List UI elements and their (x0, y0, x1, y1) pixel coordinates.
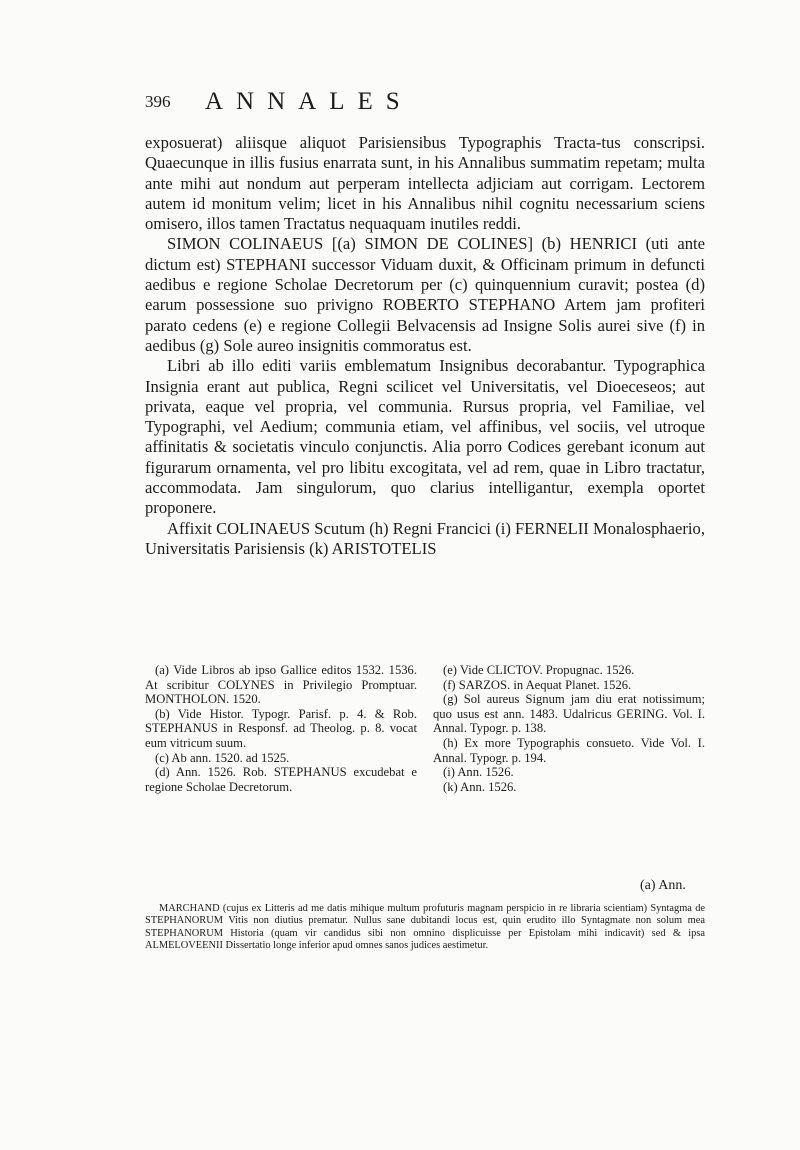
paragraph-colinaeus: SIMON COLINAEUS [(a) SIMON DE COLINES] (b) HENRICI (uti ante dictum est) STEPHANI successor Viduam duxit, & Officinam primum in defuncti aedibus e regione Scholae Decretorum per (c) quinquennium curavit; postea (d) earum possessione suo privigno ROBERTO STEPHANO Artem jam profiteri parato cedens (e) e regione Collegii Belvacensis ad Insigne Solis aurei sive (f) in aedibus (g) Sole aureo insignitis commoratus est. (145, 234, 705, 355)
footnote: (i) Ann. 1526. (443, 765, 514, 780)
continued-footnote (145, 903, 705, 953)
paragraph-insignia: Libri ab illo editi variis emblematum Insignibus decorabantur. Typographica Insignia erant aut publica, Regni scilicet vel Universitatis, vel Dioeceseos; aut privata, eaque vel propria, vel communia. Rursus propria, vel Familiae, vel Typographi, vel Aedium; communia etiam, vel affinibus, vel sociis, vel utroque affinitatis & societatis vinculo conjunctis. Alia porro Codices gerebant iconum aut figurarum ornamenta, vel pro libitu excogitata, vel ad rem, quae in Libro tractatur, accommodata. Jam singulorum, quo clarius intelligantur, exempla oportet proponere. (145, 356, 705, 518)
footnote: (e) Vide CLICTOV. Propugnac. 1526. (443, 663, 635, 677)
running-head: ANNALES (205, 88, 413, 115)
footnote: (h) Ex more Typographis consueto. Vide Vol. I. Annal. Typogr. p. 194. (433, 735, 705, 765)
footnote: (k) Ann. 1526. (443, 779, 517, 794)
page-header (145, 88, 705, 124)
footnote: (f) SARZOS. in Aequat Planet. 1526. (443, 677, 632, 692)
paragraph-scutum: Affixit COLINAEUS Scutum (h) Regni Francici (i) FERNELII Monalosphaerio, Universitatis Parisiensis (k) ARISTOTELIS (145, 518, 705, 558)
footnote: (g) Sol aureus Signum jam diu erat notissimum; quo usus est ann. 1483. Udalricus GERING. Vol. I. Annal. Typogr. p. 138. (433, 692, 705, 736)
main-text (145, 133, 705, 559)
footnote: (b) Vide Histor. Typogr. Parisf. p. 4. & Rob. STEPHANUS in Responsf. ad Theolog. p. 8. vocat eum vitricum suum. (145, 706, 417, 750)
paragraph-intro: exposuerat) aliisque aliquot Parisiensibus Typographis Tracta-tus conscripsi. Quaecunque in illis fusius enarrata sunt, in his Annalibus summatim repetam; multa ante mihi aut nondum aut perperam intellecta adjiciam aut corrigam. Lectorem autem id monitum velim; licet in his Annalibus nihil cognitu necessarium sciens omisero, illos tamen Tractatus nequaquam inutiles reddi. (145, 133, 705, 234)
footnote: (d) Ann. 1526. Rob. STEPHANUS excudebat e regione Scholae Decretorum. (145, 765, 417, 794)
footnotes (145, 663, 705, 794)
catchword: (a) Ann. (640, 878, 686, 893)
page-number: 396 (145, 92, 171, 111)
continued-footnote-text: MARCHAND (cujus ex Litteris ad me datis mihique multum profuturis magnam perspicio in re libraria scientiam) Syntagma de STEPHANORUM Vitis non diutius prematur. Nullus sane dubitandi locus est, quin erudito illo Syntagmate non solum mea STEPHANORUM Historia (quam vir candidus sibi non omnino displicuisse per Epistolam mihi indicavit) sed & ipsa ALMELOVEENII Dissertatio longe inferior apud omnes sanos judices aestimetur. (145, 903, 705, 952)
footnote: (c) Ab ann. 1520. ad 1525. (155, 750, 290, 765)
footnotes-right-column (433, 663, 705, 794)
footnote: (a) Vide Libros ab ipso Gallice editos 1532. 1536. At scribitur COLYNES in Privilegio Promptuar. MONTHOLON. 1520. (145, 663, 417, 707)
footnotes-left-column (145, 663, 417, 794)
